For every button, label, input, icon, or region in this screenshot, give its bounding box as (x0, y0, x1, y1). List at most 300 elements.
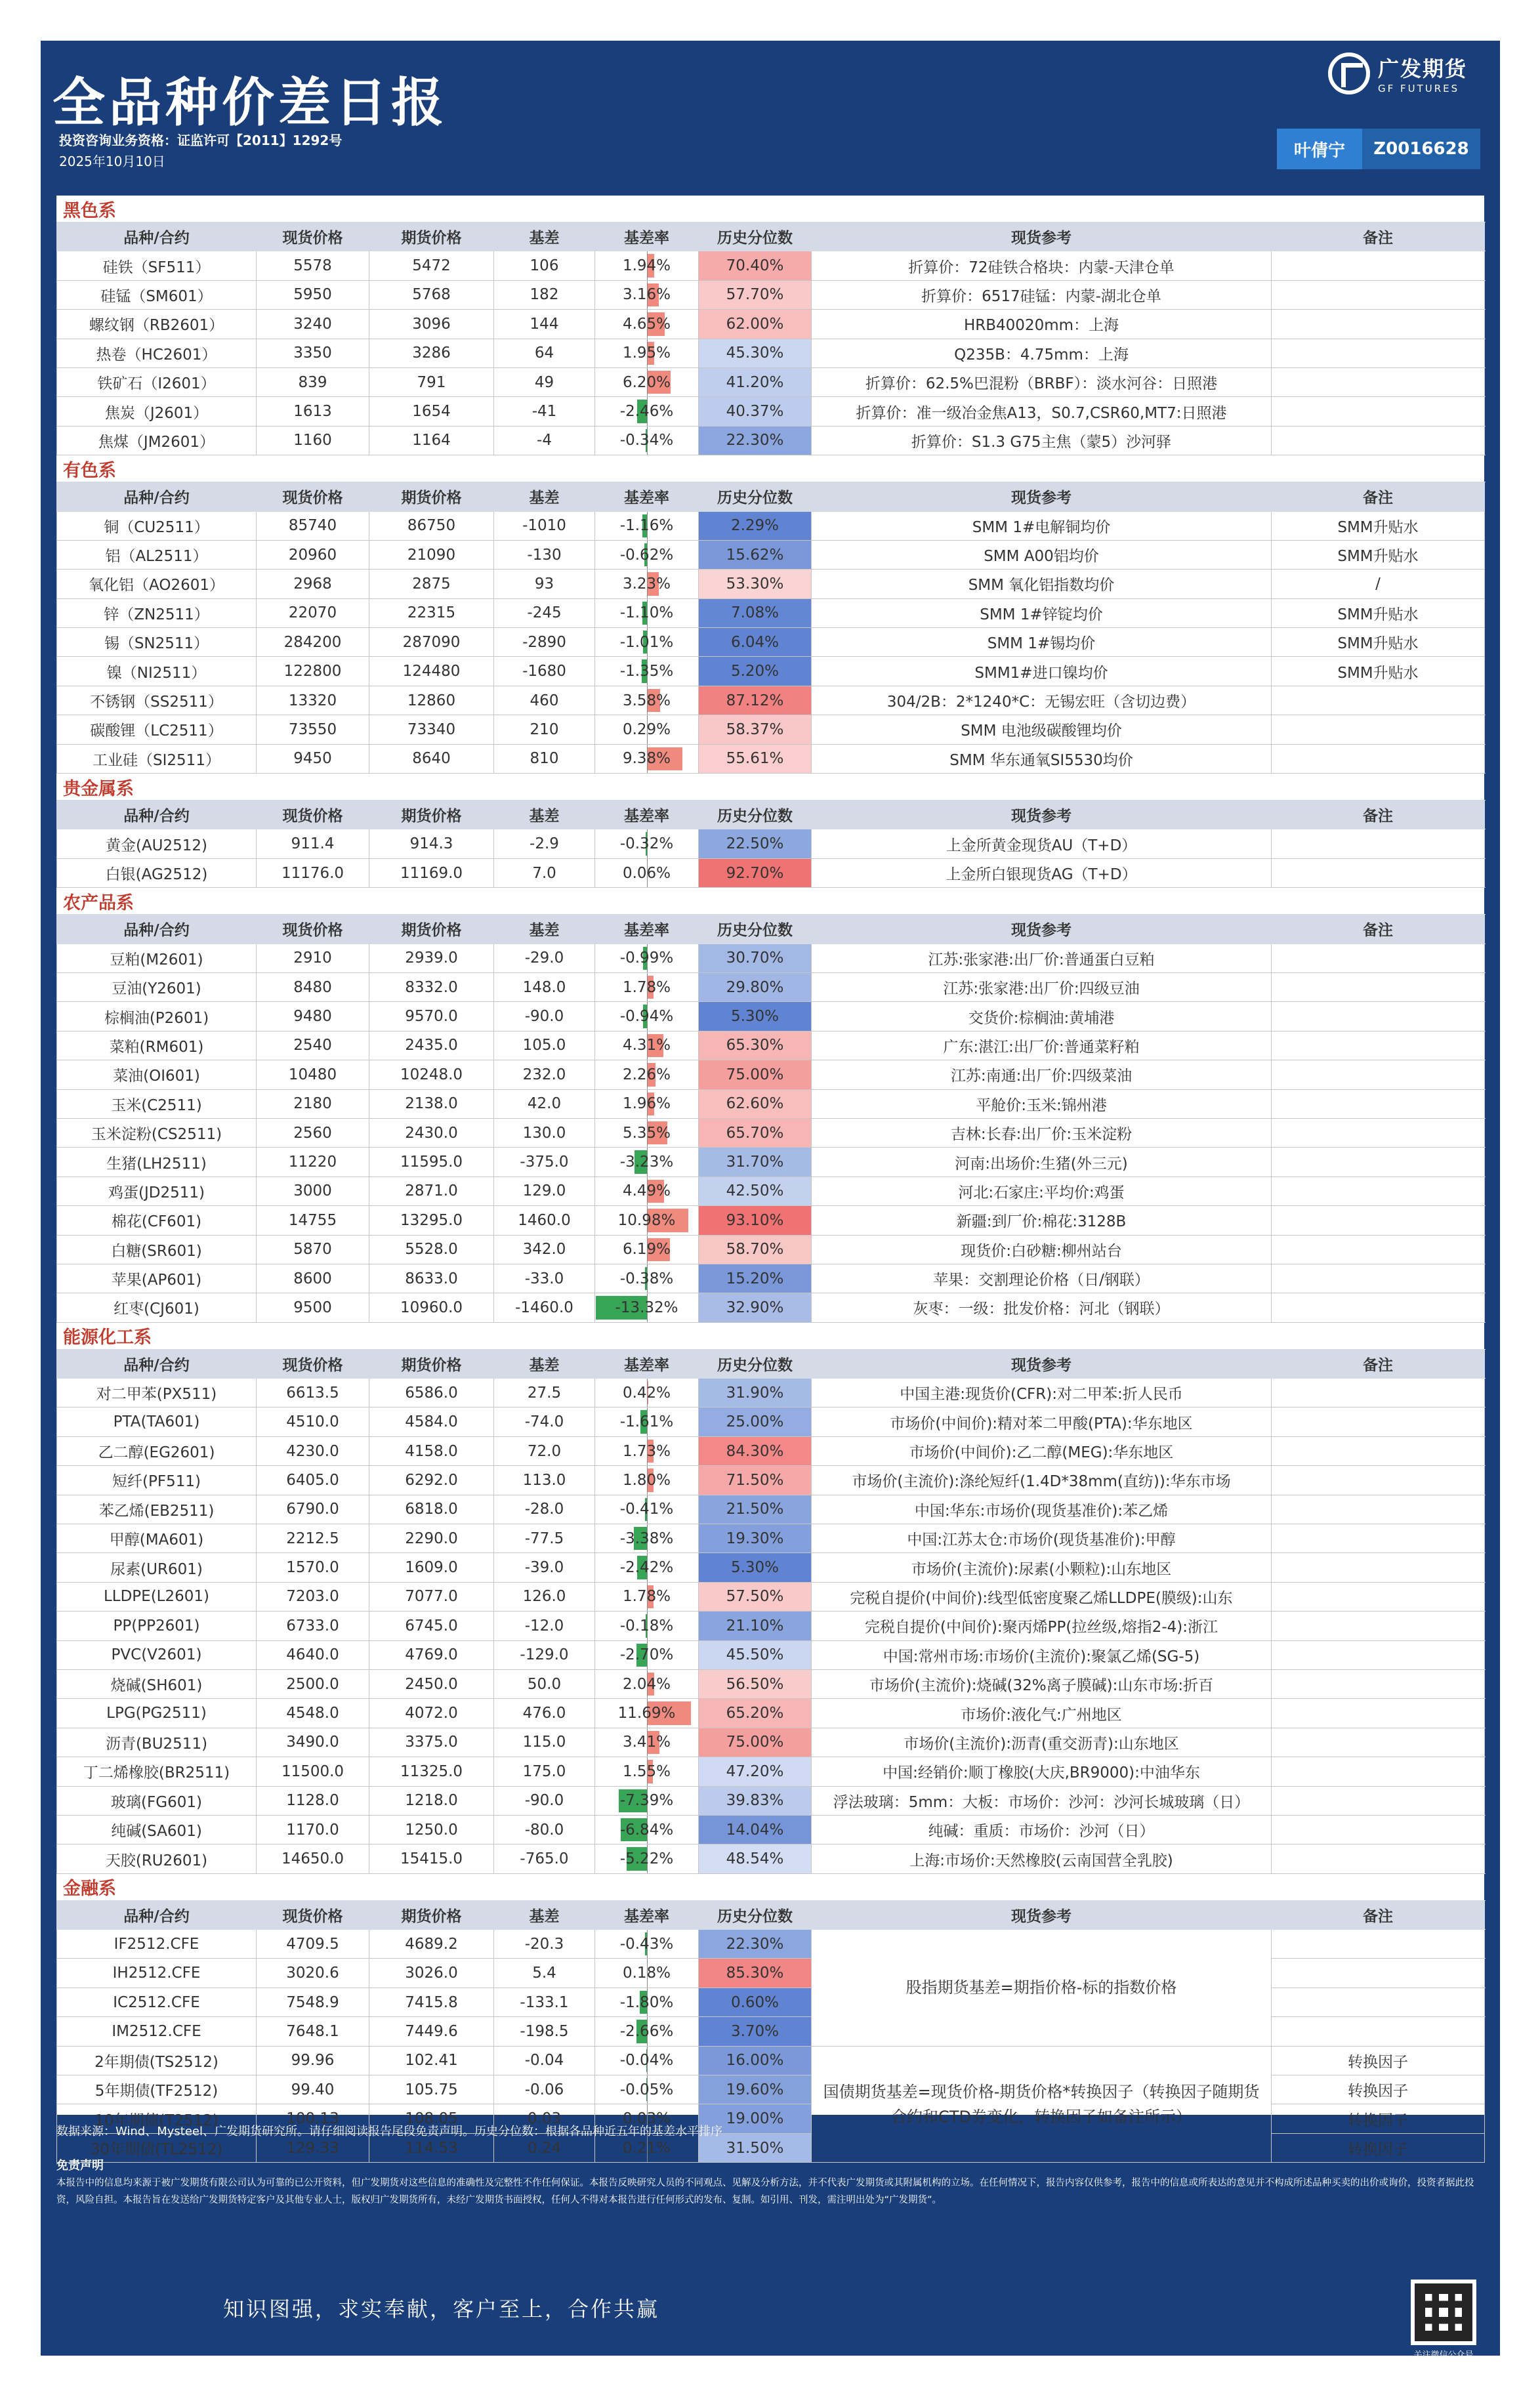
cell-spot-reference: 上海:市场价:天然橡胶(云南国营全乳胶) (812, 1844, 1272, 1873)
cell-basis-rate (595, 1640, 699, 1669)
cell-spot-reference: 折算价：6517硅锰：内蒙-湖北仓单 (812, 280, 1272, 309)
cell-basis-rate (595, 1466, 699, 1495)
cell-spot: 8600 (257, 1264, 369, 1293)
cell-note (1272, 1436, 1485, 1465)
cell-percentile: 48.54% (699, 1844, 812, 1873)
cell-percentile: 7.08% (699, 598, 812, 627)
cell-basis-rate (595, 858, 699, 887)
rate-value: 0.21% (622, 2139, 671, 2157)
cell-spot: 2540 (257, 1031, 369, 1060)
cell-percentile: 5.20% (699, 657, 812, 686)
table-row (57, 1264, 1485, 1293)
cell-basis: -133.1 (494, 1988, 595, 2016)
cell-note (1272, 1466, 1485, 1495)
table-row (57, 1235, 1485, 1264)
section-table (56, 222, 1485, 455)
cell-percentile: 93.10% (699, 1206, 812, 1235)
rate-value: 4.31% (622, 1037, 671, 1054)
rate-value: 1.73% (622, 1442, 671, 1460)
cell-spot: 2500.0 (257, 1669, 369, 1698)
cell-basis: 42.0 (494, 1089, 595, 1118)
cell-note (1272, 1495, 1485, 1524)
table-row (57, 1407, 1485, 1436)
column-header: 基差 (494, 222, 595, 251)
table-row (57, 2046, 1485, 2075)
rate-value: 10.98% (617, 1211, 676, 1229)
table-row (57, 1524, 1485, 1553)
cell-fut: 3096 (369, 310, 494, 339)
cell-percentile: 58.37% (699, 715, 812, 744)
column-header: 品种/合约 (57, 801, 257, 829)
cell-basis: 106 (494, 251, 595, 280)
cell-note (1272, 972, 1485, 1001)
cell-basis: 49 (494, 367, 595, 396)
cell-item: PVC(V2601) (57, 1640, 257, 1669)
cell-basis: 50.0 (494, 1669, 595, 1698)
table-row (57, 1786, 1485, 1815)
cell-spot: 5578 (257, 251, 369, 280)
rate-value: 1.96% (622, 1095, 671, 1113)
cell-basis-rate (595, 339, 699, 367)
column-header: 现货参考 (812, 482, 1272, 511)
cell-spot-reference: 中国主港:现货价(CFR):对二甲苯:折人民币 (812, 1379, 1272, 1407)
table-row (57, 1640, 1485, 1669)
cell-basis: -0.04 (494, 2046, 595, 2075)
cell-basis: 0.24 (494, 2133, 595, 2162)
cell-percentile: 22.50% (699, 829, 812, 858)
cell-spot-reference: 吉林:长春:出厂价:玉米淀粉 (812, 1118, 1272, 1147)
cell-item: 红枣(CJ601) (57, 1293, 257, 1322)
cell-basis-rate (595, 972, 699, 1001)
cell-item: 焦炭（J2601） (57, 397, 257, 426)
cell-basis-rate (595, 1495, 699, 1524)
cell-basis-rate (595, 1264, 699, 1293)
cell-spot: 9450 (257, 744, 369, 773)
cell-note (1272, 251, 1485, 280)
cell-spot: 3000 (257, 1177, 369, 1205)
cell-basis-rate (595, 2017, 699, 2046)
cell-percentile: 22.30% (699, 426, 812, 455)
cell-note (1272, 280, 1485, 309)
rate-value: -2.46% (619, 403, 674, 421)
cell-fut: 6292.0 (369, 1466, 494, 1495)
cell-item: 2年期债(TS2512) (57, 2046, 257, 2075)
section-title: 贵金属系 (63, 778, 134, 799)
column-header: 基差率 (595, 1900, 699, 1929)
cell-note (1272, 1148, 1485, 1177)
data-source-note: 数据来源：Wind、Mysteel、广发期货研究所。请仔细阅读报告尾段免责声明。历史分位数：根据各品种近五年的基差水平排序 (56, 2125, 722, 2138)
cell-note (1272, 1407, 1485, 1436)
rate-value: 3.23% (622, 575, 671, 593)
rate-value: 1.78% (622, 978, 671, 996)
cell-item: PP(PP2601) (57, 1612, 257, 1640)
cell-item: IM2512.CFE (57, 2017, 257, 2046)
cell-spot: 20960 (257, 540, 369, 569)
cell-basis: -0.06 (494, 2075, 595, 2104)
cell-spot-reference: 市场价:液化气:广州地区 (812, 1699, 1272, 1728)
logo-en-text: GF FUTURES (1377, 83, 1460, 94)
cell-item: 棕榈油(P2601) (57, 1002, 257, 1031)
rate-value: 6.19% (622, 1241, 671, 1259)
cell-spot: 6405.0 (257, 1466, 369, 1495)
rate-value: -0.05% (619, 2081, 674, 2098)
cell-basis-rate (595, 310, 699, 339)
rate-value: -2.70% (619, 1646, 674, 1664)
cell-spot: 14755 (257, 1206, 369, 1235)
cell-percentile: 41.20% (699, 367, 812, 396)
column-header: 历史分位数 (699, 1349, 812, 1378)
cell-spot: 2560 (257, 1118, 369, 1147)
rate-value: -0.38% (619, 1270, 674, 1287)
cell-percentile: 19.00% (699, 2104, 812, 2133)
cell-note (1272, 1757, 1485, 1786)
cell-percentile: 21.50% (699, 1495, 812, 1524)
rate-value: 2.26% (622, 1066, 671, 1083)
cell-basis: -1680 (494, 657, 595, 686)
cell-spot: 2968 (257, 570, 369, 598)
table-header-row (57, 482, 1485, 511)
cell-fut: 2939.0 (369, 944, 494, 972)
cell-percentile: 75.00% (699, 1060, 812, 1089)
cell-basis: 129.0 (494, 1177, 595, 1205)
cell-spot-reference: 江苏:张家港:出厂价:普通蛋白豆粕 (812, 944, 1272, 972)
cell-basis-rate (595, 251, 699, 280)
table-row (57, 829, 1485, 858)
cell-basis-rate (595, 1728, 699, 1757)
cell-percentile: 70.40% (699, 251, 812, 280)
column-header: 期货价格 (369, 1349, 494, 1378)
cell-fut: 10248.0 (369, 1060, 494, 1089)
cell-spot: 2910 (257, 944, 369, 972)
cell-percentile: 42.50% (699, 1177, 812, 1205)
cell-fut: 124480 (369, 657, 494, 686)
disclaimer-text: 本报告中的信息均来源于被广发期货有限公司认为可靠的已公开资料，但广发期货对这些信息的准确性及完整性不作任何保证。本报告反映研究人员的不同观点、见解及分析方法，并不代表广发期货或其附属机构的立场。在任何情况下，报告内容仅供参考，报告中的信息或所表达的意见并不构成所述品种买卖的出价或询价，投资者据此投资，风险自担。本报告旨在发送给广发期货特定客户及其他专业人士，版权归广发期货所有，未经广发期货书面授权，任何人不得对本报告进行任何形式的发布、复制。如引用、刊发，需注明出处为“广发期货”。 (56, 2178, 1474, 2205)
cell-spot-reference: 折算价：62.5%巴混粉（BRBF）：淡水河谷：日照港 (812, 367, 1272, 396)
cell-item: 沥青(BU2511) (57, 1728, 257, 1757)
cell-basis: 210 (494, 715, 595, 744)
cell-spot-reference: SMM1#进口镍均价 (812, 657, 1272, 686)
cell-fut: 2875 (369, 570, 494, 598)
cell-basis: 476.0 (494, 1699, 595, 1728)
cell-item: 白糖(SR601) (57, 1235, 257, 1264)
cell-basis: 144 (494, 310, 595, 339)
rate-value: 4.49% (622, 1182, 671, 1200)
column-header: 历史分位数 (699, 222, 812, 251)
cell-percentile: 40.37% (699, 397, 812, 426)
cell-basis-rate (595, 2075, 699, 2104)
table-row (57, 944, 1485, 972)
section-title: 黑色系 (63, 200, 116, 221)
cell-fut: 21090 (369, 540, 494, 569)
cell-percentile: 16.00% (699, 2046, 812, 2075)
table-row (57, 1466, 1485, 1495)
cell-basis-rate (595, 1293, 699, 1322)
cell-basis: -2890 (494, 628, 595, 657)
cell-spot: 3490.0 (257, 1728, 369, 1757)
table-row (57, 1436, 1485, 1465)
table-row (57, 1728, 1485, 1757)
cell-basis-rate (595, 367, 699, 396)
cell-item: 烧碱(SH601) (57, 1669, 257, 1698)
table-row (57, 1699, 1485, 1728)
cell-spot: 10480 (257, 1060, 369, 1089)
table-row (57, 511, 1485, 540)
cell-note (1272, 1235, 1485, 1264)
table-row (57, 570, 1485, 598)
cell-item: 焦煤（JM2601） (57, 426, 257, 455)
cell-spot: 7203.0 (257, 1582, 369, 1611)
cell-basis-rate (595, 1379, 699, 1407)
cell-basis-rate (595, 540, 699, 569)
table-row (57, 858, 1485, 887)
cell-spot-reference: Q235B：4.75mm：上海 (812, 339, 1272, 367)
cell-percentile: 29.80% (699, 972, 812, 1001)
qr-caption: 关注微信公众号 (1413, 2350, 1474, 2360)
cell-basis-rate (595, 397, 699, 426)
cell-basis-rate (595, 1235, 699, 1264)
cell-basis: 182 (494, 280, 595, 309)
cell-spot: 3350 (257, 339, 369, 367)
cell-spot-reference: 中国:华东:市场价(现货基准价):苯乙烯 (812, 1495, 1272, 1524)
cell-spot-reference: 中国:常州市场:市场价(主流价):聚氯乙烯(SG-5) (812, 1640, 1272, 1669)
cell-item: 鸡蛋(JD2511) (57, 1177, 257, 1205)
cell-item: 苹果(AP601) (57, 1264, 257, 1293)
cell-item: IH2512.CFE (57, 1959, 257, 1988)
cell-fut: 4584.0 (369, 1407, 494, 1436)
cell-fut: 22315 (369, 598, 494, 627)
cell-note (1272, 715, 1485, 744)
cell-note (1272, 1177, 1485, 1205)
cell-spot-reference: 市场价(中间价):乙二醇(MEG):华东地区 (812, 1436, 1272, 1465)
cell-spot-reference: 新疆:到厂价:棉花:3128B (812, 1206, 1272, 1235)
column-header: 期货价格 (369, 915, 494, 944)
column-header: 备注 (1272, 222, 1485, 251)
cell-basis: -41 (494, 397, 595, 426)
cell-basis: -765.0 (494, 1844, 595, 1873)
cell-percentile: 2.29% (699, 511, 812, 540)
rate-value: -1.80% (619, 1993, 674, 2011)
cell-fut: 4158.0 (369, 1436, 494, 1465)
cell-note (1272, 1031, 1485, 1060)
cell-spot-reference: 中国:江苏太仓:市场价(现货基准价):甲醇 (812, 1524, 1272, 1553)
table-row (57, 1582, 1485, 1611)
section-table (56, 914, 1485, 1322)
cell-basis-rate (595, 1031, 699, 1060)
cell-fut: 5472 (369, 251, 494, 280)
cell-spot-reference: SMM 华东通氧SI5530均价 (812, 744, 1272, 773)
cell-spot: 11220 (257, 1148, 369, 1177)
cell-note (1272, 1293, 1485, 1322)
cell-note-label: 转换因子 (1272, 2046, 1485, 2075)
cell-basis-rate (595, 1553, 699, 1582)
cell-item: 铜（CU2511） (57, 511, 257, 540)
cell-basis: 27.5 (494, 1379, 595, 1407)
table-row (57, 1148, 1485, 1177)
cell-basis-rate (595, 1815, 699, 1844)
column-header: 品种/合约 (57, 1349, 257, 1378)
column-header: 现货参考 (812, 1349, 1272, 1378)
rate-value: -3.38% (619, 1530, 674, 1547)
rate-value: 0.42% (622, 1384, 671, 1402)
column-header: 备注 (1272, 915, 1485, 944)
column-header: 基差率 (595, 915, 699, 944)
rate-value: -3.23% (619, 1154, 674, 1171)
table-row (57, 367, 1485, 396)
cell-basis: -20.3 (494, 1930, 595, 1959)
cell-spot-reference: 完税自提价(中间价):聚丙烯PP(拉丝级,熔指2-4):浙江 (812, 1612, 1272, 1640)
cell-spot: 839 (257, 367, 369, 396)
rate-value: -5.22% (619, 1850, 674, 1867)
cell-note-label: SMM升贴水 (1272, 628, 1485, 657)
table-row (57, 1553, 1485, 1582)
cell-note (1272, 339, 1485, 367)
cell-fut: 4769.0 (369, 1640, 494, 1669)
cell-spot-reference: 上金所黄金现货AU（T+D） (812, 829, 1272, 858)
cell-percentile: 45.50% (699, 1640, 812, 1669)
cell-spot: 122800 (257, 657, 369, 686)
table-row (57, 715, 1485, 744)
table-row (57, 1206, 1485, 1235)
column-header: 品种/合约 (57, 1900, 257, 1929)
cell-spot-reference: 浮法玻璃：5mm：大板：市场价：沙河：沙河长城玻璃（日） (812, 1786, 1272, 1815)
cell-spot-reference: 折算价：72硅铁合格块：内蒙-天津仓单 (812, 251, 1272, 280)
cell-basis-rate (595, 1757, 699, 1786)
table-row (57, 1669, 1485, 1698)
rate-value: -2.42% (619, 1559, 674, 1577)
table-row (57, 657, 1485, 686)
cell-basis-rate (595, 1699, 699, 1728)
table-header-row (57, 222, 1485, 251)
cell-basis: -90.0 (494, 1786, 595, 1815)
cell-note-label: SMM升贴水 (1272, 511, 1485, 540)
cell-percentile: 65.20% (699, 1699, 812, 1728)
cell-fut: 1609.0 (369, 1553, 494, 1582)
cell-basis-rate (595, 1436, 699, 1465)
rate-value: -1.01% (619, 633, 674, 651)
cell-basis-rate (595, 829, 699, 858)
cell-fut: 2435.0 (369, 1031, 494, 1060)
cell-spot: 1170.0 (257, 1815, 369, 1844)
column-header: 期货价格 (369, 1900, 494, 1929)
cell-item: 玻璃(FG601) (57, 1786, 257, 1815)
disclaimer-title: 免责声明 (56, 2159, 104, 2173)
cell-fut: 2430.0 (369, 1118, 494, 1147)
cell-basis-rate (595, 1844, 699, 1873)
column-header: 备注 (1272, 1349, 1485, 1378)
cell-basis-rate (595, 1959, 699, 1988)
cell-item: 铝（AL2511） (57, 540, 257, 569)
rate-value: 1.80% (622, 1471, 671, 1489)
cell-note (1272, 1844, 1485, 1873)
report-frame (41, 41, 1500, 2360)
cell-spot: 2180 (257, 1089, 369, 1118)
cell-spot: 14650.0 (257, 1844, 369, 1873)
cell-spot-reference: 河南:出场价:生猪(外三元) (812, 1148, 1272, 1177)
cell-basis: 5.4 (494, 1959, 595, 1988)
cell-basis-rate (595, 628, 699, 657)
column-header: 基差 (494, 801, 595, 829)
cell-percentile: 31.90% (699, 1379, 812, 1407)
cell-percentile: 19.30% (699, 1524, 812, 1553)
cell-basis-rate (595, 1089, 699, 1118)
cell-fut: 5528.0 (369, 1235, 494, 1264)
cell-item: 锡（SN2511） (57, 628, 257, 657)
author-badge (1277, 129, 1480, 169)
cell-note (1272, 1582, 1485, 1611)
cell-fut: 1164 (369, 426, 494, 455)
gf-logo-icon (1328, 52, 1370, 94)
table-row (57, 1118, 1485, 1147)
rate-value: 1.78% (622, 1588, 671, 1606)
cell-basis-rate (595, 1060, 699, 1089)
cell-percentile: 65.70% (699, 1118, 812, 1147)
cell-basis-rate (595, 1177, 699, 1205)
cell-item: LPG(PG2511) (57, 1699, 257, 1728)
table-row (57, 1844, 1485, 1873)
cell-percentile: 0.60% (699, 1988, 812, 2016)
column-header: 现货价格 (257, 801, 369, 829)
cell-basis-rate (595, 1786, 699, 1815)
cell-spot-reference: 纯碱：重质：市场价：沙河（日） (812, 1815, 1272, 1844)
rate-value: -0.62% (619, 546, 674, 564)
cell-spot-reference: 苹果：交割理论价格（日/钢联） (812, 1264, 1272, 1293)
cell-fut: 2290.0 (369, 1524, 494, 1553)
cell-fut: 287090 (369, 628, 494, 657)
cell-spot-reference: 现货价:白砂糖:柳州站台 (812, 1235, 1272, 1264)
cell-basis-rate (595, 1002, 699, 1031)
column-header: 现货参考 (812, 1900, 1272, 1929)
table-row (57, 1089, 1485, 1118)
rate-value: 1.94% (622, 257, 671, 275)
cell-spot-reference: 灰枣：一级：批发价格：河北（钢联） (812, 1293, 1272, 1322)
cell-item: 螺纹钢（RB2601） (57, 310, 257, 339)
rate-value: -1.10% (619, 604, 674, 622)
cell-spot: 11176.0 (257, 858, 369, 887)
cell-basis: 113.0 (494, 1466, 595, 1495)
cell-percentile: 32.90% (699, 1293, 812, 1322)
cell-fut: 12860 (369, 686, 494, 715)
qr-code[interactable] (1411, 2280, 1476, 2345)
cell-note (1272, 1640, 1485, 1669)
cell-basis: 1460.0 (494, 1206, 595, 1235)
cell-note (1272, 1699, 1485, 1728)
cell-spot-reference: SMM A00铝均价 (812, 540, 1272, 569)
cell-basis: -245 (494, 598, 595, 627)
column-header: 基差 (494, 482, 595, 511)
cell-spot-reference: 交货价:棕榈油:黄埔港 (812, 1002, 1272, 1031)
column-header: 基差率 (595, 222, 699, 251)
cell-fut: 8332.0 (369, 972, 494, 1001)
cell-fut: 13295.0 (369, 1206, 494, 1235)
cell-percentile: 21.10% (699, 1612, 812, 1640)
cell-note (1272, 2017, 1485, 2046)
cell-spot: 4548.0 (257, 1699, 369, 1728)
rate-value: 0.18% (622, 1965, 671, 1982)
cell-spot: 73550 (257, 715, 369, 744)
cell-item: 热卷（HC2601） (57, 339, 257, 367)
cell-fut: 7077.0 (369, 1582, 494, 1611)
cell-basis-rate (595, 1524, 699, 1553)
cell-basis-rate (595, 715, 699, 744)
cell-basis: -39.0 (494, 1553, 595, 1582)
cell-spot-reference: SMM 1#锌锭均价 (812, 598, 1272, 627)
report-date: 2025年10月10日 (59, 154, 165, 169)
cell-item: 生猪(LH2511) (57, 1148, 257, 1177)
cell-note (1272, 944, 1485, 972)
cell-fut: 15415.0 (369, 1844, 494, 1873)
cell-basis: -33.0 (494, 1264, 595, 1293)
rate-value: -7.39% (619, 1792, 674, 1810)
